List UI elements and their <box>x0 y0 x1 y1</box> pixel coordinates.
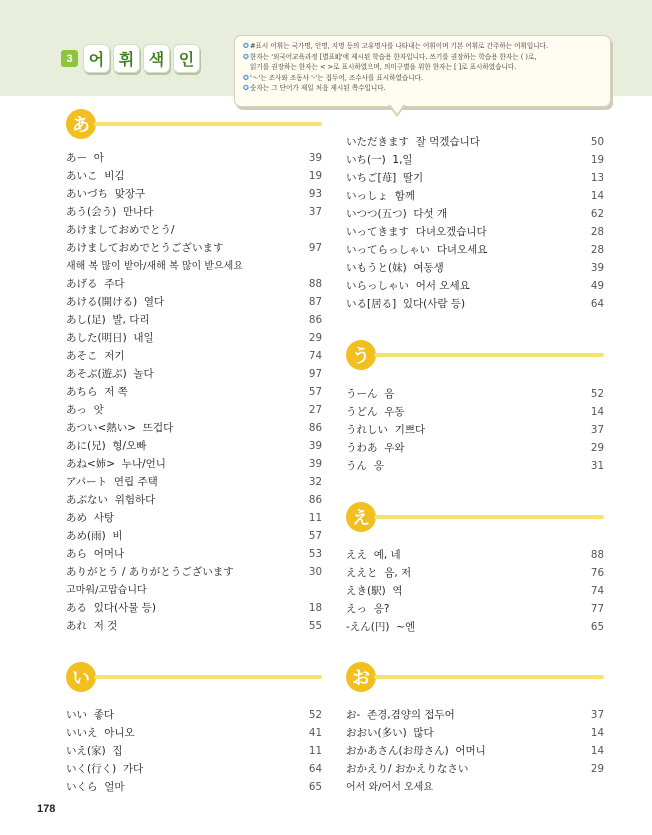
entry-page: 28 <box>590 226 604 238</box>
entry-page: 30 <box>308 566 322 578</box>
entry-japanese: おおい(多い) <box>346 727 407 739</box>
index-entry <box>66 257 322 275</box>
entry-page: 76 <box>590 567 604 579</box>
entry-list-a <box>66 149 322 635</box>
entry-korean: 있다(사람 등) <box>402 298 466 310</box>
title-char: 색 <box>143 44 170 73</box>
entry-korean: 다녀오겠습니다 <box>415 226 487 238</box>
entry-korean: 놀다 <box>133 368 154 380</box>
section-title <box>61 44 203 73</box>
entry-japanese: いい <box>66 709 87 721</box>
index-entry <box>66 437 322 455</box>
entry-page: 28 <box>590 244 604 256</box>
entry-page: 14 <box>590 727 604 739</box>
index-entry <box>346 169 604 187</box>
entry-korean: 우동 <box>384 406 405 418</box>
entry-korean: 새해 복 많이 받아/새해 복 많이 받으세요 <box>66 261 244 272</box>
index-entry <box>66 527 322 545</box>
entry-japanese: おかあさん(お母さん) <box>346 745 449 757</box>
entry-page: 86 <box>308 422 322 434</box>
entry-korean: 예, 네 <box>373 549 401 561</box>
entry-korean: 어머니 <box>455 745 486 757</box>
entry-japanese: あけましておめでとうございます <box>66 242 224 254</box>
index-entry <box>346 760 604 778</box>
entry-japanese: うわあ <box>346 442 378 454</box>
entry-page: 86 <box>308 494 322 506</box>
entry-page: 14 <box>590 406 604 418</box>
entry-page: 37 <box>590 709 604 721</box>
kana-badge: い <box>66 662 96 692</box>
index-entry <box>66 149 322 167</box>
index-entry <box>346 618 604 636</box>
index-entry <box>66 760 322 778</box>
entry-japanese: いち(一) <box>346 154 386 166</box>
index-entry <box>346 600 604 618</box>
entry-japanese: あし(足) <box>66 314 106 326</box>
entry-japanese: ええと <box>346 567 378 579</box>
index-entry <box>66 617 322 635</box>
section-number: 3 <box>61 50 78 67</box>
usage-note <box>234 35 611 107</box>
entry-page: 29 <box>590 763 604 775</box>
entry-page: 29 <box>308 332 322 344</box>
kana-badge: う <box>346 340 376 370</box>
entry-japanese: いくら <box>66 781 98 793</box>
entry-page: 55 <box>308 620 322 632</box>
index-entry <box>346 742 604 760</box>
bullet-icon: ✪ <box>243 42 249 50</box>
entry-korean: 집 <box>112 745 123 757</box>
entry-korean: 다섯 개 <box>413 208 448 220</box>
entry-japanese: いっしょ <box>346 190 388 202</box>
entry-korean: 뜨겁다 <box>142 422 174 434</box>
index-entry <box>66 185 322 203</box>
entry-page: 64 <box>308 763 322 775</box>
entry-list-i-continued <box>346 133 604 313</box>
entry-japanese: ええ <box>346 549 367 561</box>
bullet-icon: ✪ <box>243 73 249 82</box>
entry-page: 74 <box>308 350 322 362</box>
entry-korean: 형/오빠 <box>112 440 147 452</box>
entry-japanese: -えん(円) <box>346 621 390 633</box>
note-tail-inner <box>390 104 404 114</box>
entry-japanese: あー <box>66 152 87 164</box>
entry-page: 52 <box>590 388 604 400</box>
entry-page: 49 <box>590 280 604 292</box>
entry-list-o <box>346 706 604 796</box>
entry-japanese: あら <box>66 548 87 560</box>
index-entry <box>66 275 322 293</box>
index-entry <box>66 221 322 239</box>
entry-korean: 누나/언니 <box>121 458 166 470</box>
entry-korean: 만나다 <box>122 206 154 218</box>
entry-page: 77 <box>590 603 604 615</box>
entry-korean: 응? <box>373 603 390 615</box>
entry-japanese: あいこ <box>66 170 98 182</box>
index-entry <box>346 187 604 205</box>
index-entry <box>66 365 322 383</box>
entry-page: 11 <box>308 745 322 757</box>
title-char: 인 <box>173 44 200 73</box>
index-entry <box>66 401 322 419</box>
entry-japanese: おかえり/ おかえりなさい <box>346 763 469 775</box>
entry-page: 64 <box>590 298 604 310</box>
entry-korean: 고마워/고맙습니다 <box>66 585 147 596</box>
entry-japanese: いつつ(五つ) <box>346 208 407 220</box>
entry-japanese: いただきます <box>346 136 409 148</box>
kana-badge: お <box>346 662 376 692</box>
entry-japanese: うどん <box>346 406 378 418</box>
kana-badge: あ <box>66 109 96 139</box>
index-entry <box>66 545 322 563</box>
entry-korean: 잘 먹겠습니다 <box>415 136 480 148</box>
entry-korean: 많다 <box>413 727 434 739</box>
entry-list-i <box>66 706 322 796</box>
entry-korean: 주다 <box>104 278 125 290</box>
entry-japanese: あめ <box>66 512 87 524</box>
entry-korean: 딸기 <box>402 172 424 184</box>
index-entry <box>66 293 322 311</box>
index-entry <box>66 581 322 599</box>
entry-japanese: えっ <box>346 603 367 615</box>
index-entry <box>66 509 322 527</box>
entry-korean: 여동생 <box>413 262 444 274</box>
entry-japanese: ある <box>66 602 87 614</box>
index-entry <box>346 778 604 796</box>
entry-japanese: あれ <box>66 620 87 632</box>
section-rule <box>374 353 604 357</box>
entry-japanese: ありがとう / ありがとうございます <box>66 566 234 578</box>
entry-page: 52 <box>308 709 322 721</box>
bullet-icon: ✪ <box>243 84 249 93</box>
entry-page: 13 <box>590 172 604 184</box>
entry-korean: 열다 <box>143 296 165 308</box>
section-rule <box>374 675 604 679</box>
entry-korean: 얼마 <box>104 781 125 793</box>
entry-page: 65 <box>590 621 604 633</box>
entry-japanese: あめ(雨) <box>66 530 106 542</box>
entry-korean: 비김 <box>104 170 125 182</box>
index-entry <box>66 706 322 724</box>
section-header-e <box>346 502 604 542</box>
entry-korean: 저기 <box>104 350 125 362</box>
index-entry <box>66 329 322 347</box>
entry-page: 65 <box>308 781 322 793</box>
index-entry <box>346 724 604 742</box>
entry-page: 31 <box>590 460 604 472</box>
section-header-o <box>346 662 604 702</box>
entry-page: 37 <box>308 206 322 218</box>
bullet-icon: ✪ <box>243 52 249 61</box>
entry-japanese: いってきます <box>346 226 409 238</box>
entry-japanese: あした(明日) <box>66 332 127 344</box>
index-entry <box>346 582 604 600</box>
entry-japanese: いえ(家) <box>66 745 106 757</box>
index-entry <box>66 167 322 185</box>
index-entry <box>346 223 604 241</box>
entry-korean: 음, 저 <box>384 567 412 579</box>
entry-page: 86 <box>308 314 322 326</box>
entry-page: 39 <box>308 152 322 164</box>
index-entry <box>66 455 322 473</box>
entry-page: 53 <box>308 548 322 560</box>
section-header-a <box>66 109 322 149</box>
entry-korean: 우와 <box>384 442 405 454</box>
entry-page: 93 <box>308 188 322 200</box>
entry-japanese: いもうと(妹) <box>346 262 407 274</box>
index-entry <box>346 133 604 151</box>
entry-japanese: いる[居る] <box>346 298 397 310</box>
index-entry <box>346 564 604 582</box>
entry-japanese: あけましておめでとう/ <box>66 224 175 236</box>
entry-japanese: いらっしゃい <box>346 280 409 292</box>
entry-japanese: うれしい <box>346 424 388 436</box>
entry-page: 19 <box>308 170 322 182</box>
entry-korean: 어머나 <box>93 548 125 560</box>
index-entry <box>66 239 322 257</box>
entry-list-u <box>346 385 604 475</box>
entry-korean: 저 쪽 <box>104 386 128 398</box>
entry-korean: 연립 주택 <box>113 476 158 488</box>
entry-japanese: えき(駅) <box>346 585 386 597</box>
entry-page: 14 <box>590 745 604 757</box>
entry-page: 32 <box>308 476 322 488</box>
entry-japanese: あっ <box>66 404 87 416</box>
entry-korean: 위험하다 <box>114 494 156 506</box>
entry-page: 27 <box>308 404 322 416</box>
entry-korean: 1,일 <box>392 154 413 166</box>
entry-page: 41 <box>308 727 322 739</box>
entry-japanese: アパート <box>66 476 108 488</box>
index-entry <box>66 491 322 509</box>
entry-japanese: あつい<熱い> <box>66 422 137 434</box>
entry-page: 87 <box>308 296 322 308</box>
index-entry <box>346 295 604 313</box>
entry-korean: 함께 <box>394 190 415 202</box>
entry-japanese: あに(兄) <box>66 440 106 452</box>
entry-list-e <box>346 546 604 636</box>
entry-japanese: いく(行く) <box>66 763 117 775</box>
note-line: ✪숫자는 그 단어가 제일 처음 제시된 쪽수입니다. <box>243 84 386 93</box>
section-rule <box>94 675 322 679</box>
index-entry <box>66 742 322 760</box>
title-char: 어 <box>83 44 110 73</box>
entry-page: 97 <box>308 242 322 254</box>
index-entry <box>66 311 322 329</box>
entry-korean: 존경,겸양의 접두어 <box>366 709 455 721</box>
entry-japanese: あう(会う) <box>66 206 117 218</box>
entry-korean: 응 <box>373 460 384 472</box>
entry-page: 50 <box>590 136 604 148</box>
kana-badge: え <box>346 502 376 532</box>
index-entry <box>346 385 604 403</box>
entry-page: 88 <box>308 278 322 290</box>
entry-japanese: お- <box>346 709 361 721</box>
index-entry <box>346 205 604 223</box>
entry-page: 39 <box>590 262 604 274</box>
entry-korean: 맞장구 <box>114 188 146 200</box>
entry-japanese: あね<姉> <box>66 458 116 470</box>
entry-page: 39 <box>308 440 322 452</box>
index-entry <box>346 259 604 277</box>
index-entry <box>346 241 604 259</box>
entry-page: 97 <box>308 368 322 380</box>
index-entry <box>66 203 322 221</box>
entry-japanese: いちご[苺] <box>346 172 397 184</box>
entry-korean: 어서 오세요 <box>415 280 470 292</box>
entry-korean: 기쁘다 <box>394 424 426 436</box>
entry-korean: 내일 <box>133 332 154 344</box>
entry-japanese: あげる <box>66 278 98 290</box>
entry-korean: 역 <box>392 585 403 597</box>
entry-page: 57 <box>308 530 322 542</box>
entry-korean: 비 <box>112 530 123 542</box>
section-header-u <box>346 340 604 380</box>
entry-japanese: あちら <box>66 386 98 398</box>
entry-korean: 음 <box>384 388 395 400</box>
note-line: ✪한자는 '외국어교육과정 [별표Ⅱ]'에 제시된 학습용 한자입니다. 쓰기를 권장하는 학습용 한자는 ( )로, <box>243 52 537 61</box>
section-rule <box>94 122 322 126</box>
entry-japanese: いいえ <box>66 727 98 739</box>
entry-korean: 사탕 <box>93 512 114 524</box>
index-entry <box>66 473 322 491</box>
entry-japanese: あぶない <box>66 494 108 506</box>
index-entry <box>346 706 604 724</box>
entry-korean: 어서 와/어서 오세요 <box>346 782 434 793</box>
entry-japanese: うん <box>346 460 367 472</box>
note-line: ✪'〜'는 조사와 조동사 '-'는 접두어, 조수사를 표시하였습니다. <box>243 73 424 82</box>
entry-korean: 다녀오세요 <box>436 244 488 256</box>
entry-japanese: あそぶ(遊ぶ) <box>66 368 127 380</box>
entry-japanese: あける(開ける) <box>66 296 138 308</box>
entry-japanese: あそこ <box>66 350 98 362</box>
page-number: 178 <box>37 803 56 815</box>
index-entry <box>346 421 604 439</box>
entry-korean: 있다(사물 등) <box>93 602 156 614</box>
entry-korean: 가다 <box>122 763 144 775</box>
entry-korean: 저 것 <box>93 620 118 632</box>
index-entry <box>66 724 322 742</box>
index-entry <box>346 546 604 564</box>
entry-page: 37 <box>590 424 604 436</box>
entry-page: 74 <box>590 585 604 597</box>
entry-korean: 발, 다리 <box>112 314 150 326</box>
entry-page: 29 <box>590 442 604 454</box>
note-line: ✪#표시 어휘는 국가명, 인명, 지명 등의 고유명사를 나타내는 어휘이며 기본 어휘로 간주하는 어휘입니다. <box>243 42 549 50</box>
entry-page: 11 <box>308 512 322 524</box>
entry-korean: ~엔 <box>396 621 416 633</box>
note-line: 읽기를 권장하는 한자는 < >로 표시하였으며, 의미구별을 위한 한자는 [ ]로 표시하였습니다. <box>250 63 517 72</box>
index-entry <box>346 439 604 457</box>
entry-page: 14 <box>590 190 604 202</box>
entry-korean: 아 <box>93 152 104 164</box>
index-entry <box>66 563 322 581</box>
entry-korean: 아니오 <box>104 727 135 739</box>
index-entry <box>66 419 322 437</box>
entry-page: 57 <box>308 386 322 398</box>
index-entry <box>346 277 604 295</box>
entry-page: 62 <box>590 208 604 220</box>
index-entry <box>66 599 322 617</box>
index-entry <box>346 457 604 475</box>
entry-korean: 좋다 <box>93 709 114 721</box>
entry-japanese: いってらっしゃい <box>346 244 430 256</box>
entry-japanese: あいづち <box>66 188 108 200</box>
index-entry <box>66 347 322 365</box>
index-entry <box>346 403 604 421</box>
index-entry <box>66 778 322 796</box>
entry-page: 39 <box>308 458 322 470</box>
entry-japanese: うーん <box>346 388 378 400</box>
index-entry <box>66 383 322 401</box>
section-header-i <box>66 662 322 702</box>
section-rule <box>374 515 604 519</box>
entry-page: 19 <box>590 154 604 166</box>
entry-page: 88 <box>590 549 604 561</box>
entry-korean: 앗 <box>93 404 104 416</box>
title-char: 휘 <box>113 44 140 73</box>
index-entry <box>346 151 604 169</box>
entry-page: 18 <box>308 602 322 614</box>
